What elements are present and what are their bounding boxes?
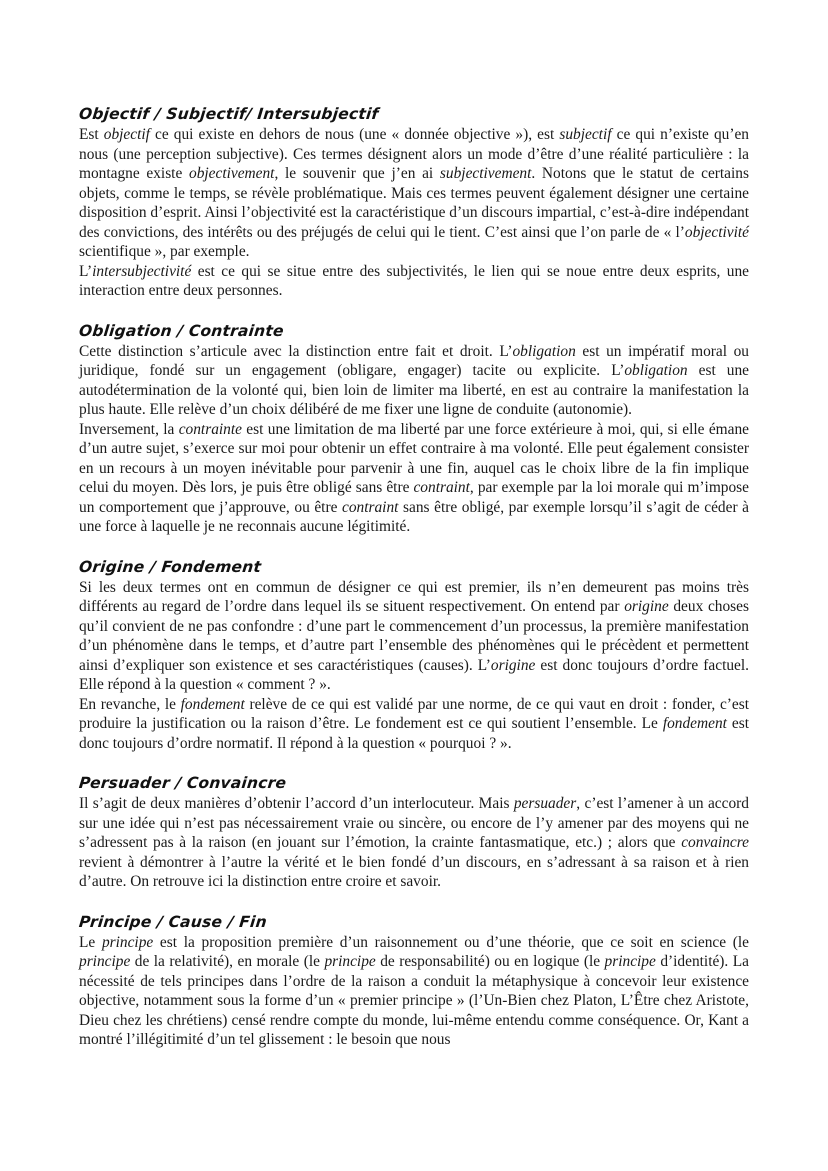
text-run: est une autodétermination de la volonté qui, bien loin de limiter ma liberté, en est au contraire la manifestation la plus haute. Elle relève d’un choix délibéré de me fixer une ligne de conduite (autonomie). xyxy=(79,362,750,418)
document-page xyxy=(79,104,749,1070)
section-heading: Objectif / Subjectif/ Intersubjectif xyxy=(78,105,380,123)
text-run: est une limitation de ma liberté par une force extérieure à moi, qui, si elle émane d’un autre sujet, s’exerce sur moi pour obtenir un effet contraire à ma volonté. Elle peut également consister en un recours à un moyen inévitable pour parvenir à une fin, auquel cas le choix libre de la fin implique celui du moyen. Dès lors, je puis être obligé sans être xyxy=(79,420,749,496)
text-run: est la proposition première d’un raisonnement ou d’une théorie, que ce soit en science (le xyxy=(153,933,749,951)
italic-term: convaincre xyxy=(681,834,749,851)
italic-term: obligation xyxy=(512,342,576,360)
paragraph xyxy=(79,420,749,537)
text-run: relève de ce qui est validé par une norme, de ce qui vaut en droit : fonder, c’est produire la justification ou la raison d’être. Le fondement est ce qui soutient l’ensemble. Le xyxy=(79,695,749,732)
text-run: Le xyxy=(79,933,102,951)
italic-term: principe xyxy=(101,933,154,951)
text-run: est ce qui se situe entre des subjectivités, le lien qui se noue entre deux esprits, une interaction entre deux personnes. xyxy=(79,262,749,299)
italic-term: objectivité xyxy=(684,223,749,241)
italic-term: intersubjectivité xyxy=(92,262,192,280)
text-run: d’identité). La nécessité de tels principes dans l’ordre de la raison a conduit la métaphysique à concevoir leur existence objective, notamment sous la forme d’un « premier principe » (l’Un-Bien chez Platon, L’Être chez Aristote, Dieu chez les chrétiens) censé rendre compte du monde, lui-même entendu comme conséquence. Or, Kant a montré l’illégitimité d’un tel glissement : le besoin que nous xyxy=(79,953,749,1048)
italic-term: principe xyxy=(604,953,656,970)
italic-term: contraint xyxy=(413,479,470,496)
text-run: L’ xyxy=(79,262,93,280)
text-run: , c’est l’amener à un accord sur une idée qui n’est pas nécessairement vraie ou sincère, ou encore de l’y amener par des moyens qui ne s’adressent pas à la raison (en jouant sur l’émotion, la crainte fantasmatique, etc.) ; alors que xyxy=(79,795,749,851)
text-run: est un impératif moral ou juridique, fondé sur un engagement (obligare, engager) tacite ou explicite. L’ xyxy=(79,342,749,379)
paragraph xyxy=(79,125,749,262)
text-run: Il s’agit de deux manières d’obtenir l’accord d’un interlocuteur. Mais xyxy=(79,795,514,812)
italic-term: principe xyxy=(79,953,131,970)
text-run: Si les deux termes ont en commun de désigner ce qui est premier, ils n’en demeurent pas moins très différents au regard de l’ordre dans lequel ils se situent respectivement. On entend par xyxy=(79,578,749,615)
italic-term: origine xyxy=(490,656,536,674)
text-run: scientifique », par exemple. xyxy=(79,243,250,260)
paragraph xyxy=(79,794,749,892)
paragraph xyxy=(79,933,749,1050)
paragraph xyxy=(79,262,749,301)
text-run: est donc toujours d’ordre normatif. Il répond à la question « pourquoi ? ». xyxy=(79,715,749,752)
text-run: , par exemple par la loi morale qui m’impose un comportement que j’approuve, ou être xyxy=(79,479,749,516)
italic-term: objectif xyxy=(103,126,150,143)
text-run: Est xyxy=(79,126,104,143)
text-run: Inversement, la xyxy=(79,420,179,438)
italic-term: fondement xyxy=(180,695,245,713)
text-run: sans être obligé, par exemple lorsqu’il s’agit de céder à une force à laquelle je ne reconnais aucune légitimité. xyxy=(79,498,749,535)
text-run: revient à démontrer à l’autre la vérité et le bien fondé d’un discours, en s’adressant à sa raison et à rien d’autre. On retrouve ici la distinction entre croire et savoir. xyxy=(79,853,749,890)
italic-term: subjectif xyxy=(559,126,612,143)
paragraph xyxy=(79,578,749,695)
text-run: ce qui n’existe qu’en nous (une perception subjective). Ces termes désignent alors un mode d’être d’une réalité particulière : la montagne existe xyxy=(79,126,749,182)
section-heading: Obligation / Contrainte xyxy=(78,321,285,340)
section xyxy=(79,321,749,537)
italic-term: persuader xyxy=(513,795,577,812)
text-run: de la relativité), en morale (le xyxy=(130,953,325,970)
italic-term: contraint xyxy=(342,498,399,516)
paragraph xyxy=(79,342,749,420)
section xyxy=(79,104,749,301)
section-heading: Persuader / Convaincre xyxy=(78,774,288,792)
section-heading: Origine / Fondement xyxy=(78,557,263,576)
italic-term: subjectivement xyxy=(439,165,532,182)
italic-term: obligation xyxy=(624,362,688,379)
text-run: de responsabilité) ou en logique (le xyxy=(375,953,605,970)
text-run: , le souvenir que j’en ai xyxy=(274,165,440,182)
section xyxy=(79,912,749,1050)
paragraph xyxy=(79,695,749,754)
text-run: ce qui existe en dehors de nous (une « donnée objective »), est xyxy=(149,126,560,143)
text-run: Cette distinction s’articule avec la distinction entre fait et droit. L’ xyxy=(79,342,513,360)
italic-term: objectivement xyxy=(189,165,275,182)
text-run: est donc toujours d’ordre factuel. Elle répond à la question « comment ? ». xyxy=(79,656,749,693)
text-run: deux choses qu’il convient de ne pas confondre : d’une part le commencement d’un processus, la première manifestation d’un phénomène dans le temps, et d’autre part l’ensemble des phénomènes qui le précèdent et permettent ainsi d’expliquer son existence et ses caractéristiques (causes). L’ xyxy=(79,598,749,674)
italic-term: principe xyxy=(324,953,376,970)
section xyxy=(79,773,749,892)
section xyxy=(79,557,749,754)
italic-term: origine xyxy=(624,598,669,615)
text-run: . Notons que le statut de certains objets, comme le temps, se révèle problématique. Mais ces termes peuvent également désigner une certaine disposition d’esprit. Ainsi l’objectivité est la caractéristique d’un discours impartial, c’est-à-dire indépendant des convictions, des intérêts ou des préjugés de celui qui le tient. C’est ainsi que l’on parle de « l’ xyxy=(79,165,749,241)
text-run: En revanche, le xyxy=(79,695,181,713)
section-heading: Principe / Cause / Fin xyxy=(78,912,268,931)
italic-term: fondement xyxy=(662,715,727,732)
italic-term: contrainte xyxy=(178,420,242,438)
